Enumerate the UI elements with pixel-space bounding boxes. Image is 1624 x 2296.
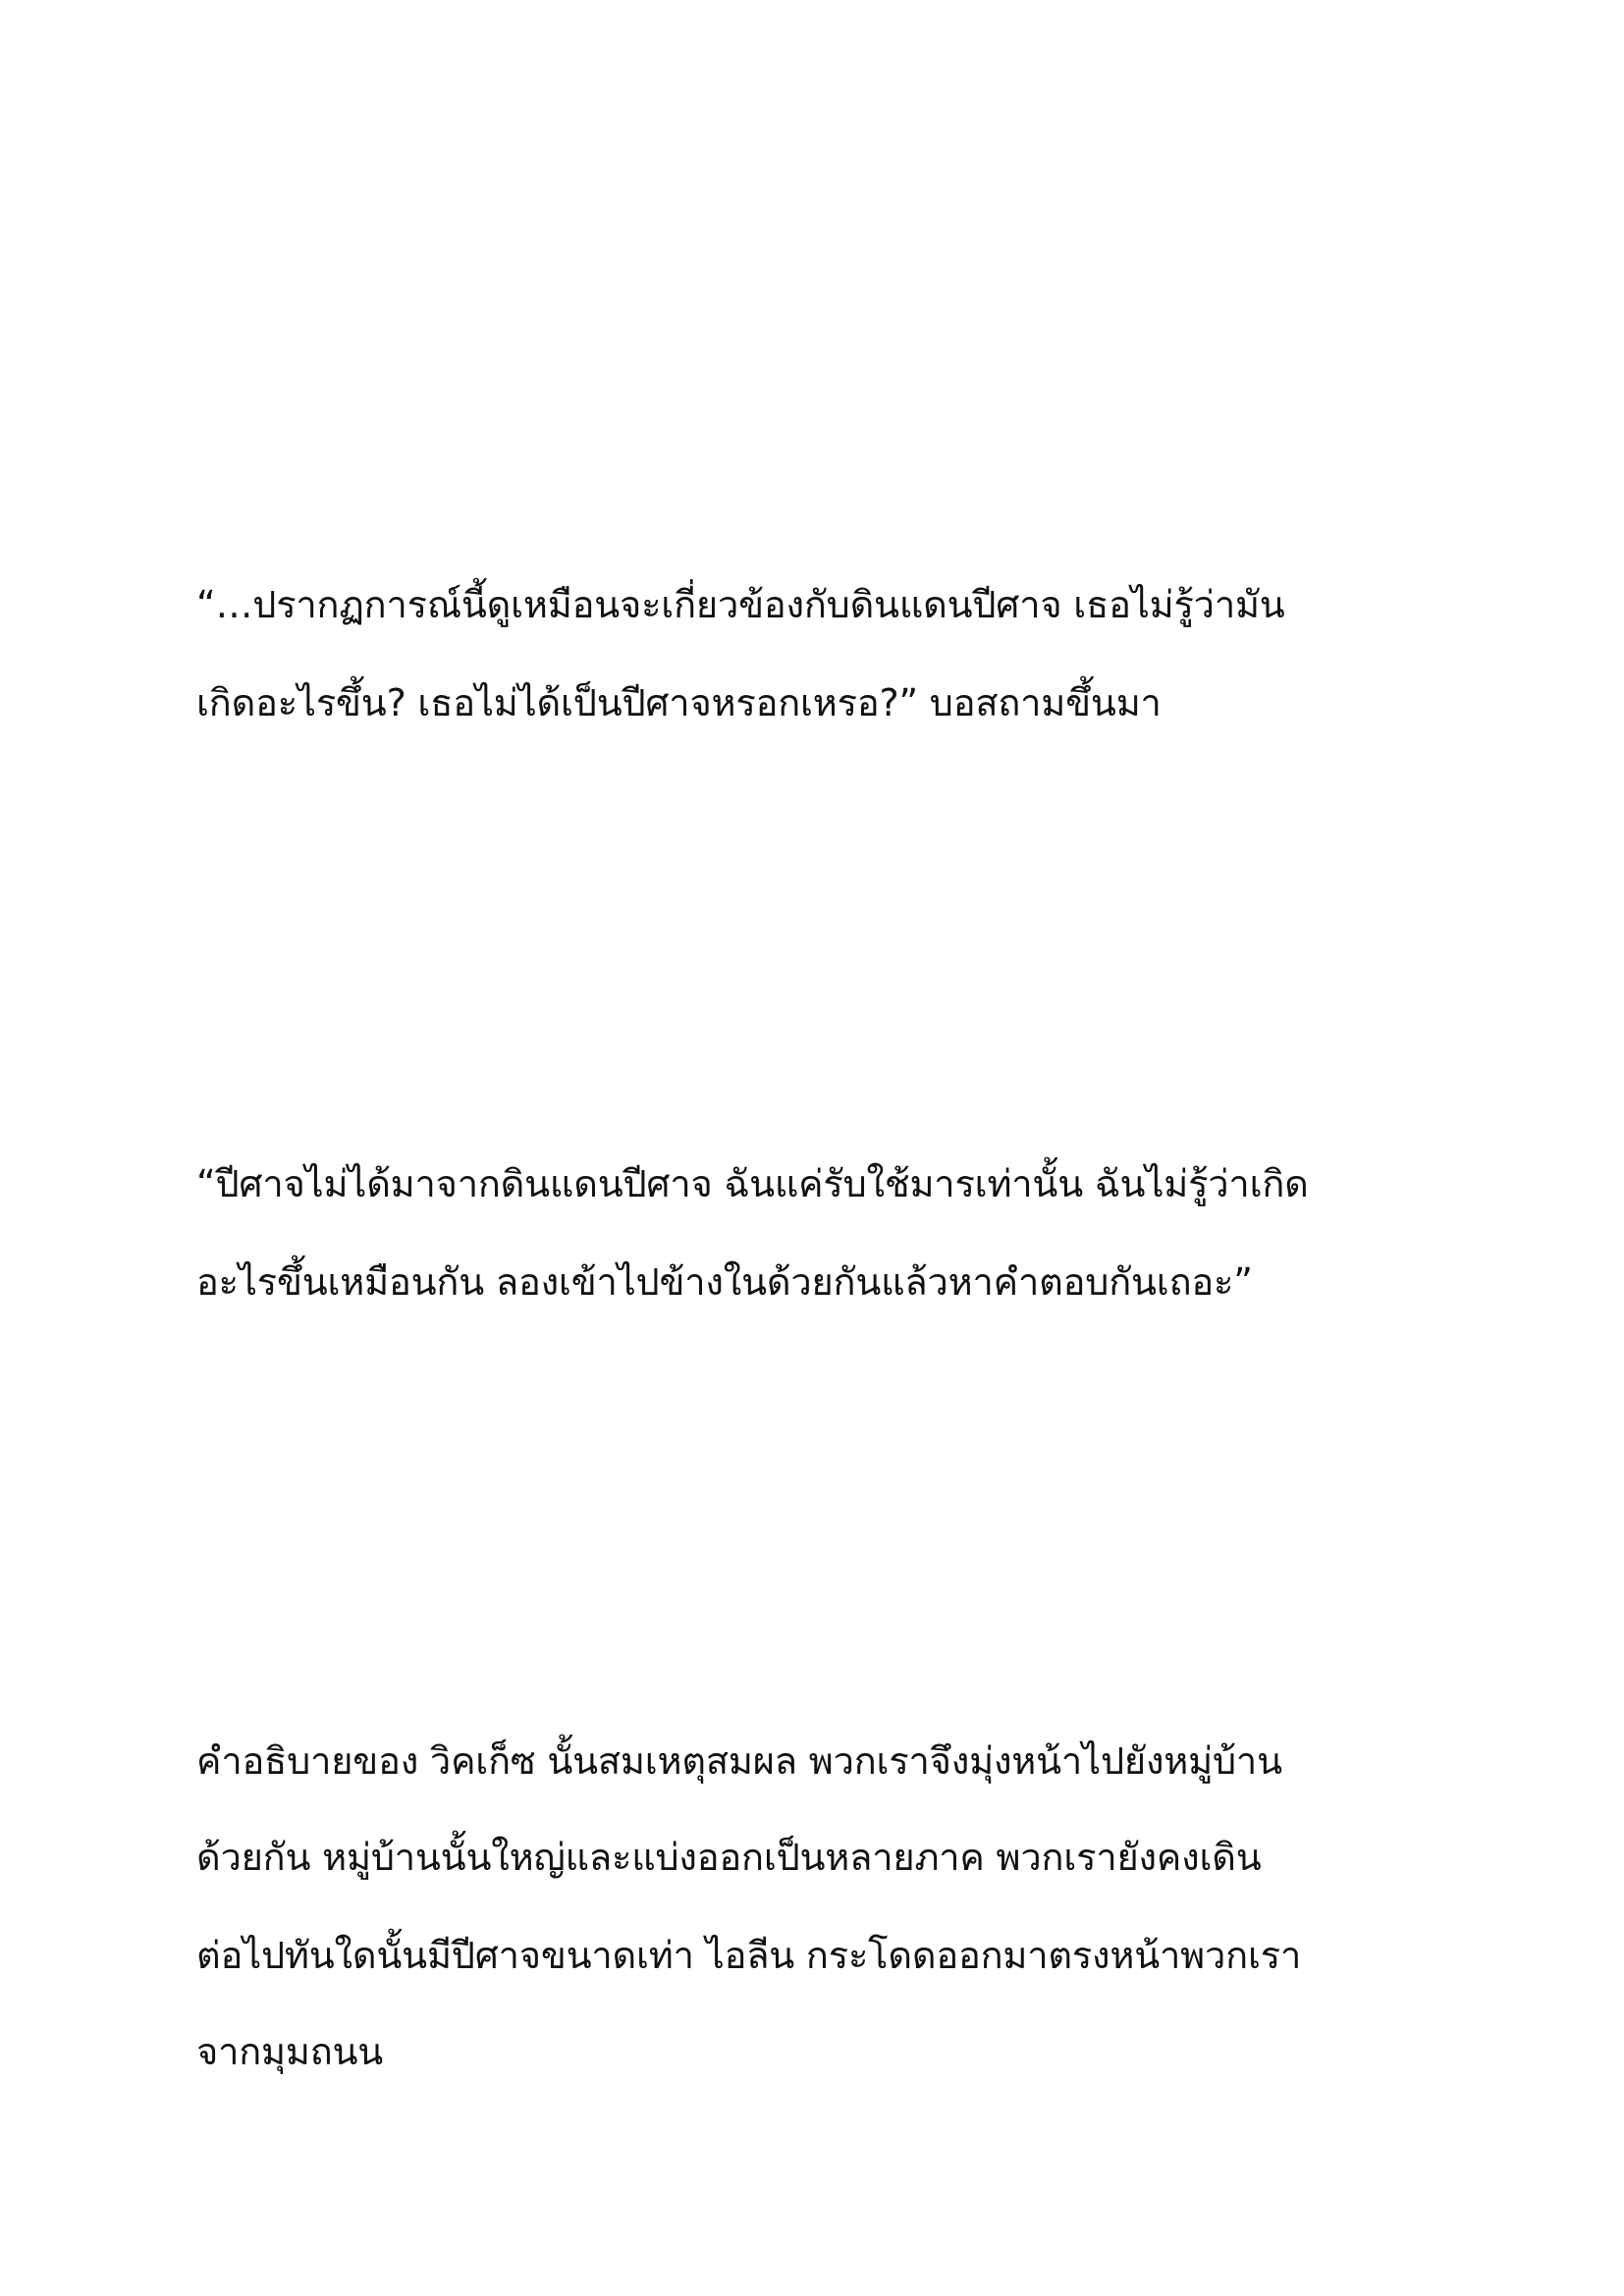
paragraph-line: อะไรขึ้นเหมือนกัน ลองเข้าไปข้างในด้วยกันแล้วหาคำตอบกันเถอะ” bbox=[196, 1260, 1253, 1304]
paragraph-line: เกิดอะไรขึ้น? เธอไม่ได้เป็นปีศาจหรอกเหรอ?” บอสถามขึ้นมา bbox=[196, 681, 1162, 724]
paragraph-line: “…ปรากฏการณ์นี้ดูเหมือนจะเกี่ยวข้องกับดินแดนปีศาจ เธอไม่รู้ว่ามัน bbox=[196, 583, 1285, 626]
paragraph-line: ต่อไปทันใดนั้นมีปีศาจขนาดเท่า ไอลีน กระโดดออกมาตรงหน้าพวกเรา bbox=[196, 1934, 1302, 1977]
paragraph-line: “ปีศาจไม่ได้มาจากดินแดนปีศาจ ฉันแค่รับใช้มารเท่านั้น ฉันไม่รู้ว่าเกิด bbox=[196, 1162, 1309, 1205]
paragraph-line: ด้วยกัน หมู่บ้านนั้นใหญ่และแบ่งออกเป็นหลายภาค พวกเรายังคงเดิน bbox=[196, 1836, 1262, 1879]
paragraph-line: คำอธิบายของ วิคเก็ซ นั้นสมเหตุสมผล พวกเราจึงมุ่งหน้าไปยังหมู่บ้าน bbox=[196, 1739, 1282, 1783]
paragraph-line: จากมุมถนน bbox=[196, 2030, 384, 2073]
